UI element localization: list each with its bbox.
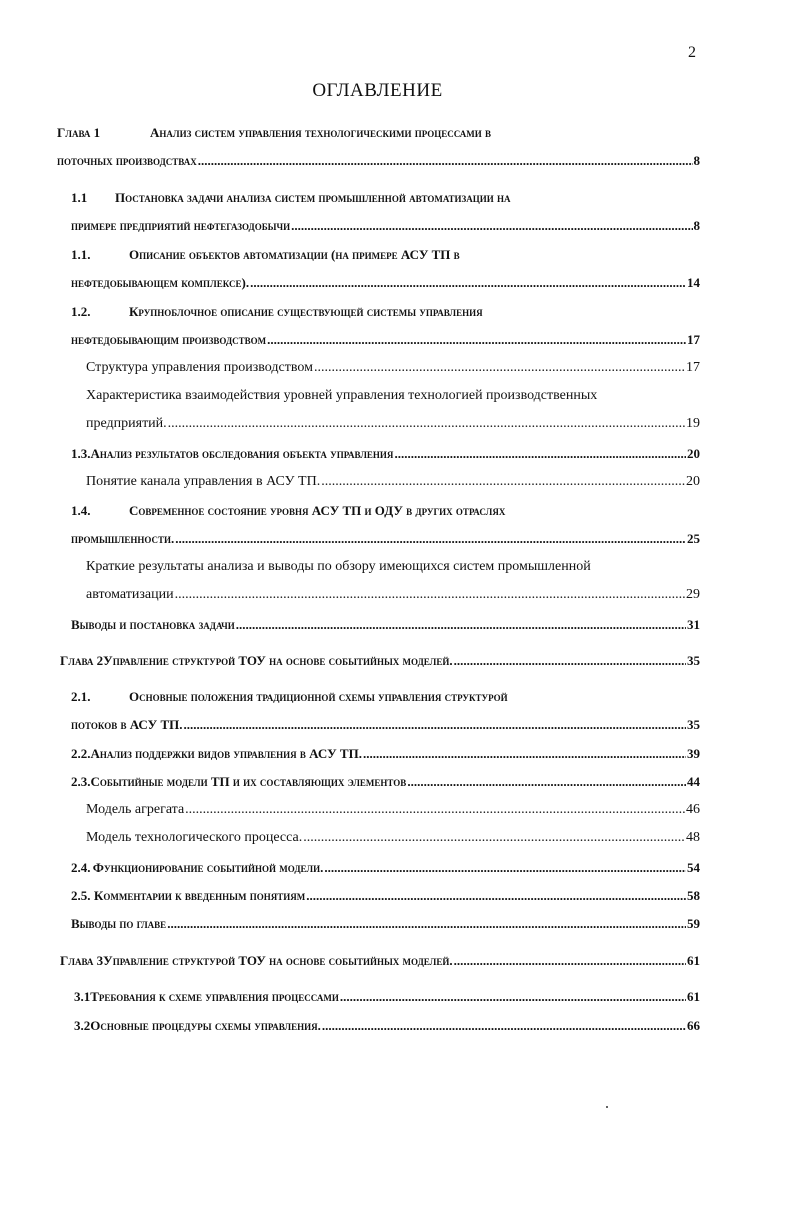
toc-entry-number: 2.1. <box>71 689 91 704</box>
toc-entry-subsection[interactable] <box>86 358 700 378</box>
toc-entry-title: Крупноблочное описание существующей системы управления <box>129 304 483 319</box>
toc-entry-title: Функционирование событийной модели. <box>92 860 324 875</box>
toc-entry-number: 1.1. <box>71 247 91 262</box>
toc-entry-page: 8 <box>693 218 700 233</box>
toc-entry-title: поточных производствах <box>57 153 197 168</box>
toc-entry-title: Выводы по главе <box>71 916 167 931</box>
toc-entry-1-1-cont[interactable] <box>71 216 700 236</box>
page-number: 2 <box>688 44 696 61</box>
toc-entry-subsection[interactable] <box>86 828 700 848</box>
toc-entry-1-4-cont[interactable] <box>71 529 700 549</box>
toc-entry-page: 20 <box>686 474 700 489</box>
toc-leader-dots <box>394 444 686 464</box>
toc-entry-page: 35 <box>687 653 700 668</box>
toc-entry-page: 35 <box>687 717 700 732</box>
toc-entry-number: 2.4. <box>71 860 91 875</box>
toc-entry-number: 3.1 <box>74 989 91 1004</box>
toc-entry-title: промышленности. <box>71 531 175 546</box>
toc-entry-1-4[interactable] <box>71 501 700 521</box>
toc-entry-title: Краткие результаты анализа и выводы по обзору имеющихся систем промышленной <box>86 559 591 574</box>
toc-entry-chapter-2[interactable] <box>60 651 700 671</box>
toc-entry-page: 8 <box>693 153 700 168</box>
toc-leader-dots <box>291 216 692 236</box>
toc-entry-page: 61 <box>687 953 700 968</box>
toc-entry-1-1[interactable] <box>71 188 700 208</box>
toc-leader-dots <box>306 886 686 906</box>
toc-entry-title: Требования к схеме управления процессами <box>90 989 339 1004</box>
toc-heading: ОГЛАВЛЕНИЕ <box>312 80 443 101</box>
toc-entry-number: 1.4. <box>71 503 91 518</box>
toc-entry-1-2-cont[interactable] <box>71 330 700 350</box>
toc-leader-dots <box>322 1016 686 1036</box>
toc-entry-title: Анализ поддержки видов управления в АСУ ТП. <box>90 746 362 761</box>
toc-entry-title: Управление структурой ТОУ на основе событийных моделей. <box>103 653 453 668</box>
toc-leader-dots <box>303 828 685 848</box>
toc-entry-number: 2.3. <box>71 774 91 789</box>
toc-leader-dots <box>267 330 686 350</box>
toc-entry-title: Анализ результатов обследования объекта управления <box>90 446 394 461</box>
toc-leader-dots <box>183 715 686 735</box>
toc-entry-1-2[interactable] <box>71 302 700 322</box>
toc-entry-title: нефтедобывающем комплексе). <box>71 275 250 290</box>
toc-entry-title: примере предприятий нефтегазодобычи <box>71 218 291 233</box>
toc-entry-title: Событийные модели ТП и их составляющих элементов <box>90 774 407 789</box>
toc-entry-page: 20 <box>687 446 700 461</box>
toc-leader-dots <box>167 914 686 934</box>
toc-leader-dots <box>324 858 686 878</box>
toc-entry-page: 58 <box>687 888 700 903</box>
toc-entry-2-1[interactable] <box>71 687 700 707</box>
toc-entry-page: 61 <box>687 989 700 1004</box>
toc-leader-dots <box>321 472 685 492</box>
toc-entry-subsection[interactable] <box>86 386 700 406</box>
toc-leader-dots <box>314 358 685 378</box>
toc-entry-number: 2.2. <box>71 746 91 761</box>
toc-entry-title: Основные процедуры схемы управления. <box>90 1018 321 1033</box>
toc-entry-2-2[interactable] <box>71 744 700 764</box>
toc-entry-2-5[interactable] <box>71 886 700 906</box>
toc-entry-page: 25 <box>687 531 700 546</box>
toc-entry-title: Анализ систем управления технологическими процессами в <box>150 125 492 140</box>
toc-entry-page: 31 <box>687 617 700 632</box>
toc-leader-dots <box>198 151 693 171</box>
toc-entry-title: Современное состояние уровня АСУ ТП и ОДУ в других отраслях <box>129 503 506 518</box>
toc-entry-1-3[interactable] <box>71 444 700 464</box>
toc-entry-page: 19 <box>686 416 700 431</box>
toc-leader-dots <box>168 414 685 434</box>
toc-entry-number: 1.2. <box>71 304 91 319</box>
toc-entry-title: Комментарии к введенным понятиям <box>93 888 306 903</box>
toc-entry-chapter-1-cont[interactable] <box>57 151 700 171</box>
toc-entry-number: 3.2 <box>74 1018 91 1033</box>
toc-entry-title: нефтедобывающим производством <box>71 332 267 347</box>
toc-entry-conclusions-1[interactable] <box>71 615 700 635</box>
toc-leader-dots <box>454 951 686 971</box>
toc-entry-subsection[interactable] <box>86 472 700 492</box>
toc-entry-title: Характеристика взаимодействия уровней управления технологией производственных <box>86 388 598 403</box>
toc-entry-chapter-1[interactable] <box>57 123 700 143</box>
toc-entry-title: Структура управления производством <box>86 360 313 375</box>
toc-entry-title: Описание объектов автоматизации (на примере АСУ ТП в <box>129 247 460 262</box>
toc-entry-3-2[interactable] <box>74 1016 700 1036</box>
toc-entry-number: 1.3. <box>71 446 91 461</box>
toc-entry-1-1b[interactable] <box>71 245 700 265</box>
toc-entry-subsection[interactable] <box>86 557 700 577</box>
toc-entry-page: 46 <box>686 802 700 817</box>
toc-entry-subsection-cont[interactable] <box>86 585 700 605</box>
toc-entry-2-1-cont[interactable] <box>71 715 700 735</box>
toc-entry-subsection-cont[interactable] <box>86 414 700 434</box>
toc-leader-dots <box>175 529 686 549</box>
toc-entry-subsection[interactable] <box>86 800 700 820</box>
toc-entry-page: 66 <box>687 1018 700 1033</box>
toc-entry-page: 48 <box>686 830 700 845</box>
scan-speck <box>606 1106 608 1108</box>
toc-entry-page: 29 <box>686 587 700 602</box>
toc-entry-page: 54 <box>687 860 700 875</box>
toc-entry-number: 1.1 <box>71 190 88 205</box>
toc-entry-2-4[interactable] <box>71 858 700 878</box>
toc-entry-page: 59 <box>687 916 700 931</box>
toc-entry-page: 14 <box>687 275 700 290</box>
toc-entry-title: автоматизации <box>86 587 174 602</box>
toc-leader-dots <box>175 585 685 605</box>
toc-entry-page: 44 <box>687 774 700 789</box>
toc-leader-dots <box>363 744 686 764</box>
toc-entry-number: Глава 2 <box>60 653 104 668</box>
toc-entry-number: Глава 1 <box>57 125 101 140</box>
toc-entry-title: потоков в АСУ ТП. <box>71 717 183 732</box>
toc-entry-title: Выводы и постановка задачи <box>71 617 235 632</box>
toc-leader-dots <box>185 800 685 820</box>
toc-leader-dots <box>454 651 686 671</box>
toc-entry-title: Модель технологического процесса. <box>86 830 303 845</box>
toc-entry-title: предприятий. <box>86 416 167 431</box>
toc-entry-title: Понятие канала управления в АСУ ТП. <box>86 474 321 489</box>
toc-entry-conclusions-2[interactable] <box>71 914 700 934</box>
toc-entry-page: 17 <box>687 332 700 347</box>
toc-leader-dots <box>340 987 686 1007</box>
toc-entry-number: 2.5. <box>71 888 91 903</box>
toc-leader-dots <box>407 772 686 792</box>
toc-entry-page: 17 <box>686 360 700 375</box>
toc-entry-chapter-3[interactable] <box>60 951 700 971</box>
toc-entry-1-1b-cont[interactable] <box>71 273 700 293</box>
toc-entry-3-1[interactable] <box>74 987 700 1007</box>
toc-leader-dots <box>250 273 686 293</box>
toc-leader-dots <box>236 615 686 635</box>
toc-entry-title: Управление структурой ТОУ на основе событийных моделей. <box>103 953 453 968</box>
toc-entry-number: Глава 3 <box>60 953 104 968</box>
toc-entry-page: 39 <box>687 746 700 761</box>
toc-entry-title: Основные положения традиционной схемы управления структурой <box>129 689 508 704</box>
toc-entry-2-3[interactable] <box>71 772 700 792</box>
toc-entry-title: Постановка задачи анализа систем промышленной автоматизации на <box>115 190 511 205</box>
toc-entry-title: Модель агрегата <box>86 802 185 817</box>
